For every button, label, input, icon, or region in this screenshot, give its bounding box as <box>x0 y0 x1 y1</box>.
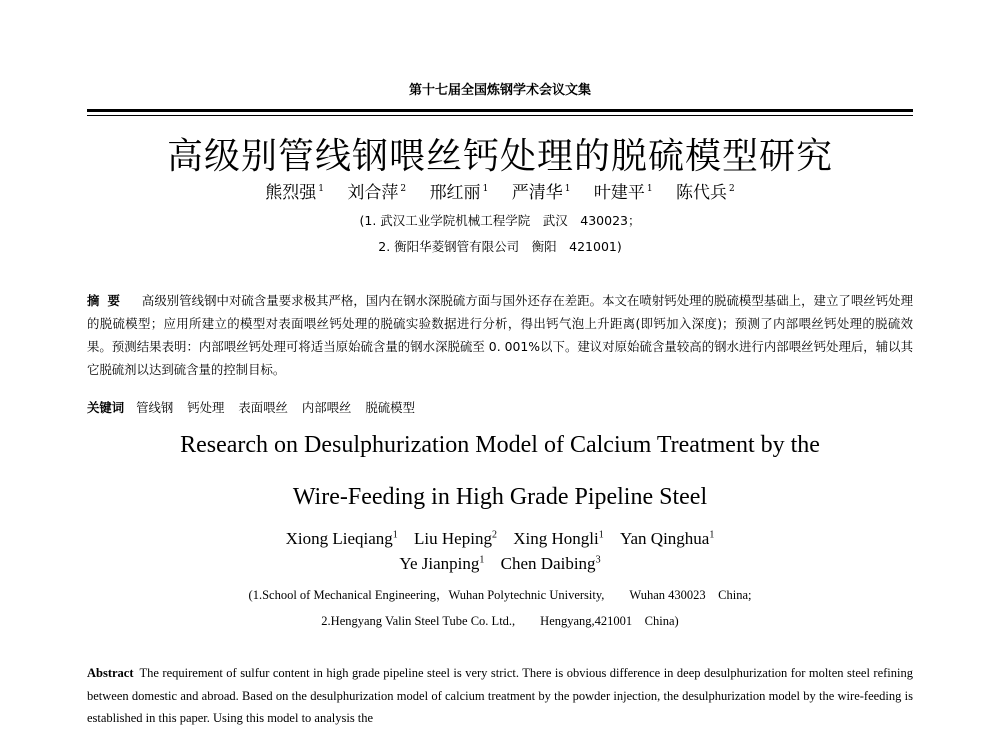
affiliation-mark: 1 <box>392 529 398 541</box>
chinese-author <box>265 183 324 203</box>
chinese-abstract <box>87 289 913 381</box>
affiliation-mark: 2 <box>400 184 407 195</box>
keyword: 钙处理 <box>187 400 225 415</box>
author-name: Xiong Lieqiang <box>285 529 393 548</box>
affiliation-mark: 3 <box>595 554 601 566</box>
english-title-line-1: Research on Desulphurization Model of Calcium Treatment by the <box>180 432 820 458</box>
chinese-author <box>430 183 489 203</box>
english-author-list-line-1 <box>0 529 1000 549</box>
chinese-title: 高级别管线钢喂丝钙处理的脱硫模型研究 <box>166 136 833 177</box>
author-name: Xing Hongli <box>513 529 599 548</box>
author-name: 叶建平 <box>593 183 645 203</box>
author-name: Chen Daibing <box>500 554 596 573</box>
affiliation-mark: 1 <box>709 529 715 541</box>
keyword: 脱硫模型 <box>365 400 415 415</box>
header-rule-thin <box>87 115 913 116</box>
keyword: 内部喂丝 <box>301 400 352 415</box>
english-author-list-line-2 <box>0 554 1000 574</box>
affiliation-mark: 2 <box>491 529 497 541</box>
author-name: 刘合萍 <box>347 183 399 203</box>
affiliation-mark: 1 <box>598 529 604 541</box>
english-abstract-label: Abstract <box>87 666 134 680</box>
author-name: 熊烈强 <box>265 183 317 203</box>
author-name: Yan Qinghua <box>619 529 710 548</box>
author-name: 邢红丽 <box>429 183 481 203</box>
chinese-keywords-label: 关键词 <box>87 400 125 415</box>
english-author <box>399 554 484 573</box>
english-abstract-text: The requirement of sulfur content in high grade pipeline steel is very strict. There is obvious difference in deep desulphurization for molten steel refining between domestic and abroad. Based on the desulphurization model of calcium treatment by the powder injection, the desulphurization model by the wire-feeding is established in this paper. Using this model to analysis the <box>87 666 913 725</box>
english-title-line-2: Wire-Feeding in High Grade Pipeline Steel <box>292 484 708 510</box>
chinese-author-list <box>0 178 1000 203</box>
chinese-abstract-label: 摘要 <box>87 293 128 308</box>
author-name: 陈代兵 <box>675 183 727 203</box>
chinese-author <box>512 183 571 203</box>
affiliation-mark: 1 <box>318 184 325 195</box>
english-author <box>286 529 398 548</box>
english-affiliation-2: 2.Hengyang Valin Steel Tube Co. Ltd., Hengyang,421001 China) <box>321 614 679 628</box>
chinese-affiliation-1: (1. 武汉工业学院机械工程学院 武汉 430023； <box>359 213 641 228</box>
affiliation-mark: 1 <box>646 184 653 195</box>
chinese-keywords <box>87 398 913 416</box>
english-author <box>620 529 714 548</box>
chinese-abstract-text: 高级别管线钢中对硫含量要求极其严格，国内在钢水深脱硫方面与国外还存在差距。本文在喷射钙处理的脱硫模型基础上，建立了喂丝钙处理的脱硫模型；应用所建立的模型对表面喂丝钙处理的脱硫实验数据进行分析，得出钙气泡上升距离(即钙加入深度)；预测了内部喂丝钙处理的脱硫效果。预测结果表明：内部喂丝钙处理可将适当原始硫含量的钢水深脱硫至 0. 001%以下。建议对原始硫含量较高的钢水进行内部喂丝钙处理后，辅以其它脱硫剂以达到硫含量的控制目标。 <box>87 293 914 377</box>
chinese-author <box>676 183 735 203</box>
affiliation-mark: 2 <box>728 184 735 195</box>
author-name: 严清华 <box>511 183 563 203</box>
english-affiliation-1: (1.School of Mechanical Engineering，Wuhan Polytechnic University, Wuhan 430023 China; <box>248 588 752 602</box>
header-rule-thick <box>87 109 913 112</box>
keyword: 表面喂丝 <box>238 400 288 415</box>
affiliation-mark: 1 <box>482 184 489 195</box>
chinese-affiliation-2: 2. 衡阳华菱钢管有限公司 衡阳 421001) <box>378 239 622 254</box>
affiliation-mark: 1 <box>564 184 571 195</box>
chinese-author <box>347 183 406 203</box>
english-abstract <box>87 662 913 730</box>
author-name: Liu Heping <box>414 529 492 548</box>
english-author <box>414 529 497 548</box>
english-author <box>501 554 601 573</box>
keyword: 管线钢 <box>136 400 174 415</box>
running-header: 第十七届全国炼钢学术会议文集 <box>408 83 591 98</box>
english-author <box>513 529 603 548</box>
chinese-author <box>594 183 653 203</box>
author-name: Ye Jianping <box>399 554 480 573</box>
affiliation-mark: 1 <box>479 554 485 566</box>
